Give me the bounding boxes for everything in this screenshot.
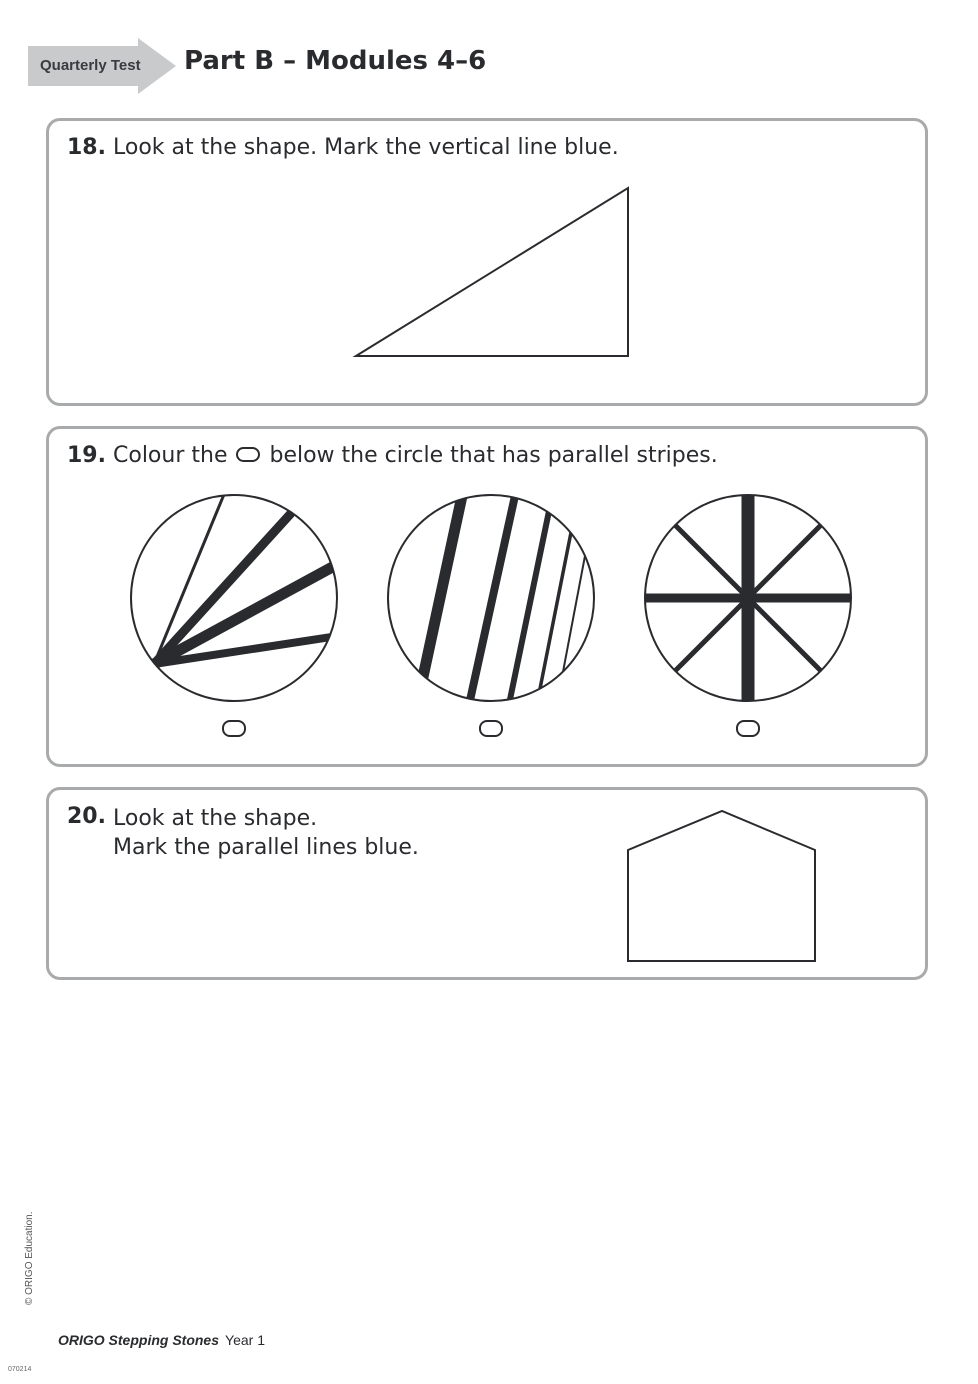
circle-radial-stripes[interactable] bbox=[642, 492, 854, 704]
quarterly-test-tag bbox=[28, 38, 176, 94]
question-text bbox=[113, 804, 419, 862]
pentagon-house-shape[interactable] bbox=[624, 808, 818, 964]
circle-converging-stripes[interactable] bbox=[128, 492, 340, 704]
question-text: Look at the shape. Mark the vertical line blue. bbox=[113, 135, 619, 160]
question-20-panel bbox=[46, 787, 928, 980]
question-text-line-2: Mark the parallel lines blue. bbox=[113, 835, 419, 860]
answer-oval-1[interactable] bbox=[222, 720, 246, 737]
question-18-panel bbox=[46, 118, 928, 406]
copyright-notice: © ORIGO Education. bbox=[24, 1211, 35, 1305]
question-text bbox=[113, 443, 718, 468]
document-code: 070214 bbox=[8, 1366, 32, 1373]
footer-brand: ORIGO Stepping Stones bbox=[58, 1332, 220, 1348]
question-text-line-1: Look at the shape. bbox=[113, 806, 318, 831]
question-text-before: Colour the bbox=[113, 443, 228, 468]
answer-oval-3[interactable] bbox=[736, 720, 760, 737]
answer-oval-2[interactable] bbox=[479, 720, 503, 737]
footer-year: Year 1 bbox=[225, 1332, 265, 1348]
right-triangle-shape[interactable] bbox=[352, 184, 634, 360]
oval-icon bbox=[236, 447, 260, 462]
question-19-panel bbox=[46, 426, 928, 767]
tag-label: Quarterly Test bbox=[40, 57, 141, 74]
question-number: 20. bbox=[67, 804, 106, 829]
question-number: 18. bbox=[67, 135, 106, 160]
question-number: 19. bbox=[67, 443, 106, 468]
footer bbox=[58, 1332, 265, 1348]
circle-parallel-stripes[interactable] bbox=[385, 492, 597, 704]
page-title: Part B – Modules 4–6 bbox=[184, 46, 487, 76]
question-text-after: below the circle that has parallel stripes. bbox=[269, 443, 718, 468]
